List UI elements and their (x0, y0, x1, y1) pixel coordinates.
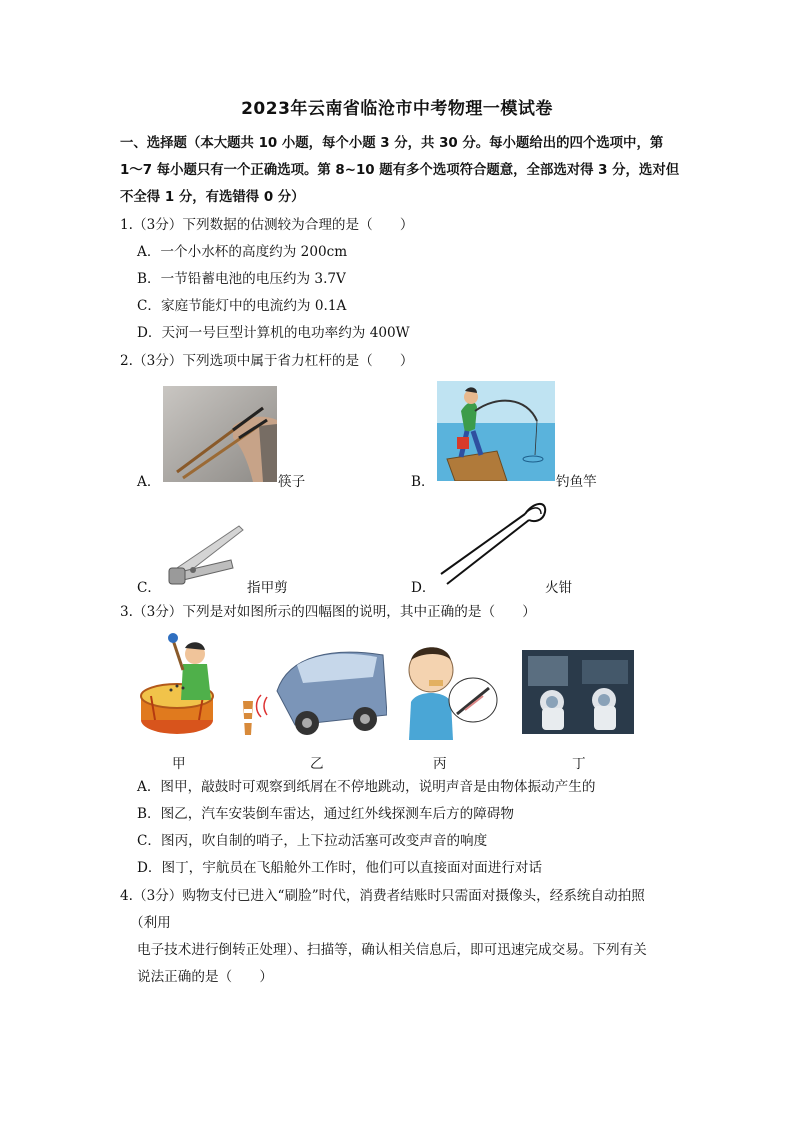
q4-stem-line-1: 4.（3分）购物支付已进入“刷脸”时代，消费者结账时只需面对摄像头，经系统自动拍照 (120, 888, 645, 904)
q1-option-c: C．家庭节能灯中的电流约为 0.1A (137, 298, 347, 314)
q3-option-d: D．图丁，宇航员在飞船舱外工作时，他们可以直接面对面进行对话 (137, 860, 543, 876)
q1-option-d: D．天河一号巨型计算机的电功率约为 400W (137, 325, 410, 341)
q1-stem: 1.（3分）下列数据的估测较为合理的是（ ） (120, 217, 414, 233)
q2-option-d-label: 火钳 (545, 580, 573, 596)
chopsticks-image (163, 386, 277, 482)
q3-option-a: A．图甲，敲鼓时可观察到纸屑在不停地跳动，说明声音是由物体振动产生的 (137, 779, 596, 795)
astronaut-image (522, 650, 634, 734)
q1-option-b: B．一节铅蓄电池的电压约为 3.7V (137, 271, 346, 287)
section-heading-line-1: 一、选择题（本大题共 10 小题，每个小题 3 分，共 30 分。每小题给出的四个选项中，第 (120, 136, 664, 151)
q3-option-c: C．图丙，吹自制的哨子，上下拉动活塞可改变声音的响度 (137, 833, 488, 849)
page-title: 2023年云南省临沧市中考物理一模试卷 (241, 99, 553, 119)
q2-option-a-label: 筷子 (278, 474, 306, 490)
q3-stem: 3.（3分）下列是对如图所示的四幅图的说明，其中正确的是（ ） (120, 604, 536, 620)
q2-option-b-letter: B． (411, 474, 435, 490)
q3-caption-ding: 丁 (572, 756, 586, 772)
q1-option-a: A．一个小水杯的高度约为 200cm (137, 244, 348, 260)
section-heading-line-3: 不全得 1 分，有选错得 0 分） (120, 190, 305, 205)
q4-stem-line-2: （利用 (130, 915, 171, 931)
fishing-rod-image (437, 381, 555, 481)
q3-caption-jia: 甲 (172, 756, 186, 772)
q2-option-c-label: 指甲剪 (247, 580, 288, 596)
q3-caption-bing: 丙 (433, 756, 447, 772)
section-heading-line-2: 1～7 每小题只有一个正确选项。第 8~10 题有多个选项符合题意，全部选对得 3 分，选对但 (120, 163, 680, 178)
q3-option-b: B．图乙，汽车安装倒车雷达，通过红外线探测车后方的障碍物 (137, 806, 515, 822)
q2-option-c-letter: C． (137, 580, 161, 596)
q2-stem: 2.（3分）下列选项中属于省力杠杆的是（ ） (120, 353, 414, 369)
q2-option-b-label: 钓鱼竿 (556, 474, 597, 490)
drum-image (137, 630, 233, 742)
q4-stem-line-4: 说法正确的是（ ） (137, 969, 273, 985)
q3-caption-yi: 乙 (310, 756, 324, 772)
nail-clipper-image (163, 520, 247, 588)
q2-option-a-letter: A． (137, 474, 161, 490)
whistle-image (403, 636, 499, 740)
q2-option-d-letter: D． (411, 580, 436, 596)
q4-stem-line-3: 电子技术进行倒转正处理）、扫描等，确认相关信息后，即可迅速完成交易。下列有关 (137, 942, 647, 958)
car-radar-image (237, 645, 387, 737)
fire-tongs-image (437, 498, 549, 588)
